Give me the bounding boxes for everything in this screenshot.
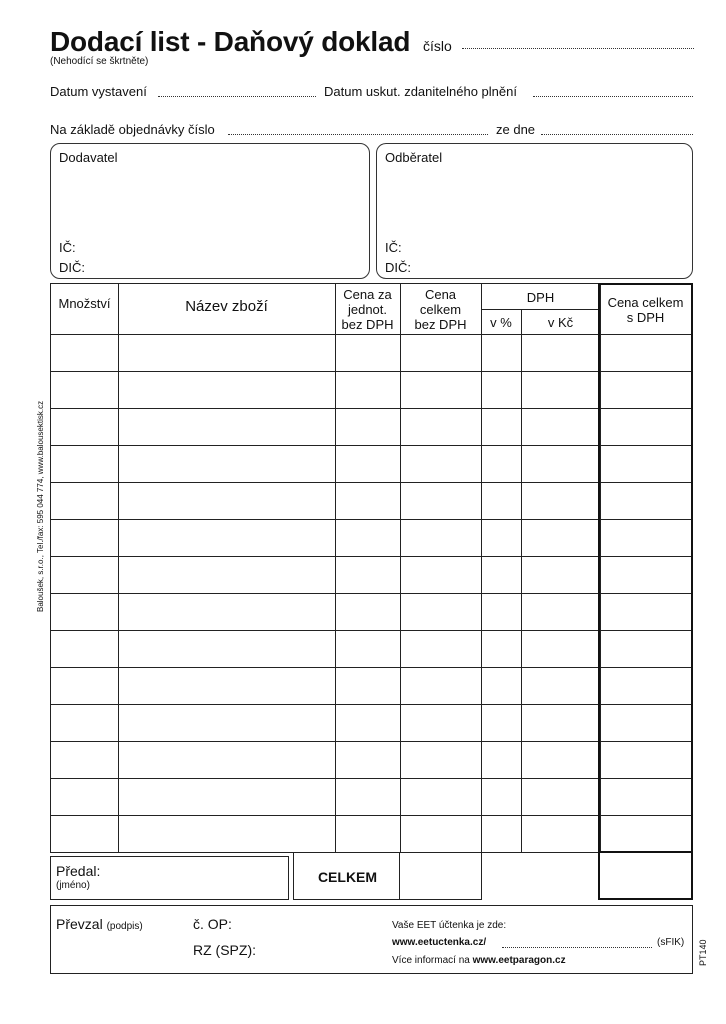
- header-total-with-vat-line: s DPH: [626, 310, 665, 325]
- printer-imprint: Baloušek, s.r.o., Tel./fax: 595 044 774, www.balousektisk.cz: [36, 400, 45, 612]
- issue-date-field[interactable]: [158, 96, 316, 97]
- eet-fik-field[interactable]: [502, 947, 652, 948]
- column-divider: [521, 309, 522, 852]
- received-label: Převzal: [56, 916, 103, 932]
- taxable-date-label: Datum uskut. zdanitelného plnění: [324, 84, 517, 99]
- column-divider: [400, 284, 401, 852]
- customer-label: Odběratel: [385, 150, 443, 165]
- handed-sublabel: (jméno): [56, 880, 90, 891]
- header-unit-price: [335, 287, 400, 332]
- number-label: číslo: [423, 38, 452, 54]
- total-with-vat-field[interactable]: [598, 851, 693, 900]
- receipt-box: [50, 905, 693, 974]
- more-info-label: Více informací na: [392, 955, 470, 966]
- table-row[interactable]: [51, 519, 691, 520]
- table-row[interactable]: [51, 630, 691, 631]
- column-divider: [335, 284, 336, 852]
- header-total-price: [400, 287, 481, 332]
- table-row[interactable]: [51, 815, 691, 816]
- column-divider: [481, 284, 482, 852]
- order-number-label: Na základě objednávky číslo: [50, 122, 215, 137]
- eet-fik-label: (sFIK): [657, 937, 685, 948]
- header-unit-price-line: bez DPH: [341, 317, 394, 332]
- table-row[interactable]: [51, 482, 691, 483]
- handed-label: Předal:: [56, 863, 101, 879]
- header-total-price-line: Cena: [424, 287, 457, 302]
- strike-note: (Nehodící se škrtněte): [50, 56, 149, 67]
- document-title: Dodací list - Daňový doklad: [50, 26, 411, 57]
- table-row[interactable]: [51, 778, 691, 779]
- eet-line: Vaše EET účtenka je zde:: [392, 920, 507, 931]
- more-info: [392, 955, 566, 966]
- form-code: PT140: [698, 939, 708, 966]
- id-card-label: č. OP:: [193, 916, 232, 932]
- vat-subheader-divider: [481, 309, 600, 310]
- more-info-url: www.eetparagon.cz: [472, 955, 566, 966]
- table-row[interactable]: [51, 667, 691, 668]
- header-vat-percent: v %: [490, 315, 512, 330]
- order-date-label: ze dne: [496, 122, 536, 137]
- total-label-box: [293, 853, 400, 900]
- total-net-field[interactable]: [400, 853, 482, 900]
- eet-url: www.eetuctenka.cz/: [392, 937, 487, 948]
- header-quantity: Množství: [58, 296, 111, 311]
- total-label: CELKEM: [317, 869, 378, 885]
- number-field[interactable]: [462, 48, 694, 49]
- received-label-wrap: [56, 916, 143, 932]
- header-total-price-line: celkem: [419, 302, 462, 317]
- order-date-field[interactable]: [541, 134, 693, 135]
- customer-box[interactable]: [376, 143, 693, 279]
- order-number-field[interactable]: [228, 134, 488, 135]
- items-table: [50, 283, 692, 853]
- header-total-with-vat-line: Cena celkem: [607, 295, 684, 310]
- table-row[interactable]: [51, 445, 691, 446]
- header-unit-price-line: jednot.: [347, 302, 388, 317]
- supplier-dic-label: DIČ:: [59, 260, 85, 275]
- header-goods-name: Název zboží: [185, 298, 268, 315]
- total-column-frame: [598, 283, 693, 853]
- header-vat-czk: v Kč: [547, 315, 574, 330]
- table-row[interactable]: [51, 371, 691, 372]
- table-row[interactable]: [51, 334, 691, 335]
- customer-dic-label: DIČ:: [385, 260, 411, 275]
- received-sublabel: (podpis): [106, 921, 143, 932]
- customer-ic-label: IČ:: [385, 240, 402, 255]
- handed-box[interactable]: [50, 856, 289, 900]
- table-row[interactable]: [51, 408, 691, 409]
- vehicle-plate-label: RZ (SPZ):: [193, 942, 256, 958]
- table-row[interactable]: [51, 704, 691, 705]
- taxable-date-field[interactable]: [533, 96, 693, 97]
- header-vat: DPH: [526, 290, 555, 305]
- table-row[interactable]: [51, 556, 691, 557]
- table-row[interactable]: [51, 741, 691, 742]
- supplier-box[interactable]: [50, 143, 370, 279]
- header-total-price-line: bez DPH: [414, 317, 467, 332]
- header-unit-price-line: Cena za: [343, 287, 392, 302]
- supplier-ic-label: IČ:: [59, 240, 76, 255]
- supplier-label: Dodavatel: [59, 150, 118, 165]
- table-row[interactable]: [51, 593, 691, 594]
- column-divider: [118, 284, 119, 852]
- issue-date-label: Datum vystavení: [50, 84, 147, 99]
